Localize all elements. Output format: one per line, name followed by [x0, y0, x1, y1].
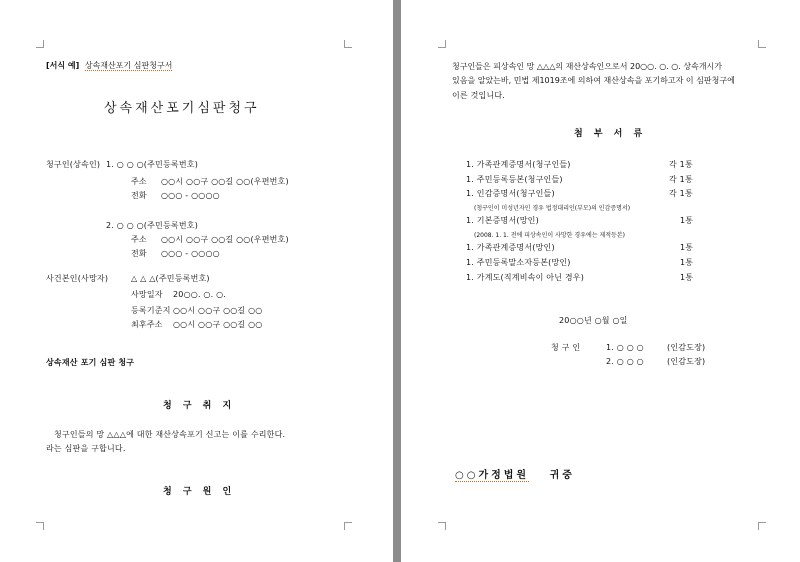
attachment-item-label: 1. 주민등록말소자등본(망인) — [466, 258, 571, 267]
death-date: 20○○. ○. ○. — [173, 290, 227, 299]
purpose-line-1: 청구인들의 망 △△△에 대한 재산상속포기 신고는 이를 수리한다. — [54, 430, 286, 439]
case-name: 상속재산 포기 심판 청구 — [46, 358, 135, 367]
form-header — [46, 61, 172, 71]
page-corner-mark — [344, 522, 352, 530]
registry-label: 등록기준지 — [131, 306, 171, 315]
page-corner-mark — [36, 40, 44, 48]
court-suffix: 귀중 — [549, 470, 575, 481]
attachment-item-count: 1통 — [680, 243, 694, 252]
cause-line-1: 청구인들은 피상속인 망 △△△의 재산상속인으로서 20○○. ○. ○. 상속개시가 — [452, 62, 723, 71]
claimant2-phone-label: 전화 — [131, 249, 147, 258]
claimant-label: 청구인(상속인) — [46, 160, 101, 169]
document-page-2 — [401, 0, 800, 562]
claimant1-address-label: 주소 — [131, 177, 147, 186]
signer-1: 1. ○ ○ ○ — [606, 343, 644, 352]
attachment-item-label: 1. 가계도(직계비속이 아닌 경우) — [466, 273, 585, 282]
claimant2-address: ○○시 ○○구 ○○길 ○○(우편번호) — [161, 235, 289, 244]
filing-date: 20○○년 ○월 ○일 — [559, 316, 628, 325]
attachment-item-label: 1. 가족관계증명서(청구인들) — [466, 160, 571, 169]
form-label: [서식 예] — [46, 61, 80, 70]
claimant2-phone: ○○○ - ○○○○ — [161, 249, 220, 258]
cause-line-2: 있음을 알았는바, 민법 제1019조에 의하여 재산상속을 포기하고자 이 심판청구에 — [452, 76, 735, 85]
attachment-item-count: 1통 — [680, 273, 694, 282]
purpose-heading: 청 구 취 지 — [163, 401, 236, 411]
signer-2-seal: (인감도장) — [667, 357, 706, 366]
document-page-1 — [0, 0, 393, 562]
last-address: ○○시 ○○구 ○○길 ○○ — [173, 320, 263, 329]
page-corner-mark — [758, 40, 766, 48]
claimant1-name: 1. ○ ○ ○(주민등록번호) — [106, 160, 199, 169]
attachment-item-label: 1. 기본증명서(망인) — [466, 216, 539, 225]
last-address-label: 최후주소 — [131, 320, 163, 329]
attachment-note: (2008. 1. 1. 전에 피상속인이 사망한 경우에는 제적등본) — [474, 232, 625, 239]
claimant1-phone: ○○○ - ○○○○ — [161, 191, 220, 200]
death-date-label: 사망일자 — [131, 290, 163, 299]
page-corner-mark — [36, 522, 44, 530]
attachment-item-count: 1통 — [680, 216, 694, 225]
registry-address: ○○시 ○○구 ○○길 ○○ — [173, 306, 263, 315]
attachment-item-count: 1통 — [680, 258, 694, 267]
deceased-name: △ △ △(주민등록번호) — [131, 274, 210, 283]
claimant2-address-label: 주소 — [131, 235, 147, 244]
purpose-line-2: 라는 심판을 구합니다. — [46, 444, 126, 453]
page-corner-mark — [344, 40, 352, 48]
form-name: 상속재산포기 심판청구서 — [84, 61, 173, 70]
reason-heading: 청 구 원 인 — [163, 487, 236, 497]
deceased-label: 사건본인(사망자) — [46, 274, 109, 283]
attachment-item-label: 1. 주민등록등본(청구인들) — [466, 175, 563, 184]
signer-label: 청 구 인 — [551, 343, 581, 352]
attachment-item-count: 각 1통 — [669, 189, 693, 198]
signer-2: 2. ○ ○ ○ — [606, 357, 644, 366]
signer-1-seal: (인감도장) — [667, 343, 706, 352]
claimant1-phone-label: 전화 — [131, 191, 147, 200]
attachment-item-label: 1. 가족관계증명서(망인) — [466, 243, 555, 252]
court-name-text: ○○가정법원 — [455, 470, 530, 481]
cause-line-3: 이른 것입니다. — [452, 91, 506, 100]
claimant2-name: 2. ○ ○ ○(주민등록번호) — [106, 221, 199, 230]
attachment-note: (청구인이 미성년자인 경우 법정대리인(부모)의 인감증명서) — [474, 205, 631, 212]
court-name — [455, 470, 575, 482]
page-corner-mark — [438, 40, 446, 48]
claimant1-address: ○○시 ○○구 ○○길 ○○(우편번호) — [161, 177, 289, 186]
attachments-heading: 첨 부 서 류 — [574, 129, 647, 139]
attachment-item-count: 각 1통 — [669, 160, 693, 169]
attachment-item-label: 1. 인감증명서(청구인들) — [466, 189, 555, 198]
page-corner-mark — [438, 522, 446, 530]
page-corner-mark — [758, 522, 766, 530]
document-title: 상속재산포기심판청구 — [104, 101, 260, 116]
attachment-item-count: 각 1통 — [669, 175, 693, 184]
